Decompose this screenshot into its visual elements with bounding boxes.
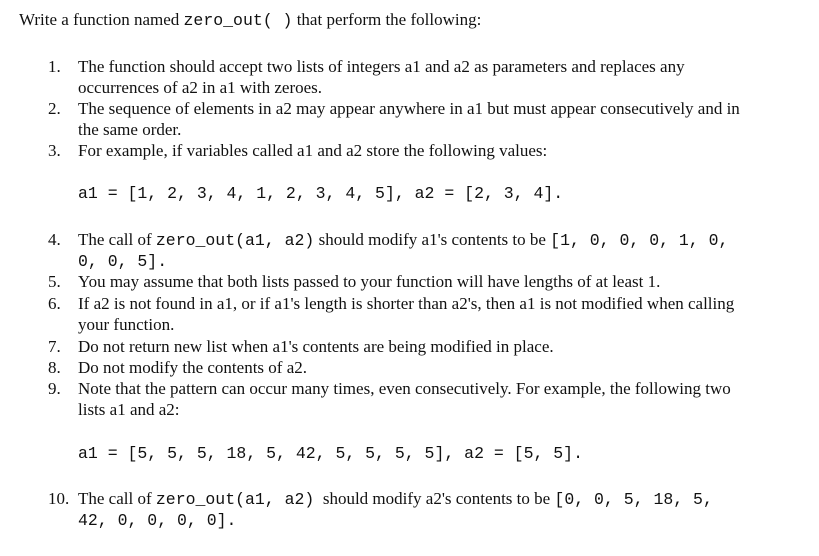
intro-function-name: zero_out( ) bbox=[183, 11, 293, 30]
list-number: 2. bbox=[48, 99, 61, 118]
list-item-text bbox=[78, 141, 803, 162]
inline-code: 0, 0, 5]. bbox=[78, 251, 168, 271]
text-line: Do not return new list when a1's contents are being modified in place. bbox=[78, 337, 554, 356]
intro-text-before: Write a function named bbox=[19, 10, 184, 29]
text-line: The sequence of elements in a2 may appear anywhere in a1 but must appear consecutively and in bbox=[78, 99, 740, 118]
inline-code: 42, 0, 0, 0, 0]. bbox=[78, 510, 237, 530]
intro-text-after: that perform the following: bbox=[292, 10, 482, 29]
code-example-1: a1 = [1, 2, 3, 4, 1, 2, 3, 4, 5], a2 = [2, 3, 4]. bbox=[78, 184, 564, 203]
list-item-text bbox=[78, 489, 803, 531]
text-segment: should modify a1's contents to be bbox=[314, 230, 551, 249]
list-item-text bbox=[78, 294, 803, 335]
list-number: 10. bbox=[48, 489, 70, 508]
list-item-text bbox=[78, 99, 803, 140]
intro-line bbox=[19, 10, 481, 31]
text-segment: The call of bbox=[78, 230, 156, 249]
list-item-text bbox=[78, 230, 803, 272]
text-line: The function should accept two lists of integers a1 and a2 as parameters and replaces any bbox=[78, 57, 685, 76]
list-number: 1. bbox=[48, 57, 61, 76]
list-item-text bbox=[78, 358, 803, 379]
text-segment: The call of bbox=[78, 489, 156, 508]
text-line: occurrences of a2 in a1 with zeroes. bbox=[78, 77, 323, 97]
text-line: For example, if variables called a1 and a2 store the following values: bbox=[78, 141, 548, 160]
inline-code: [1, 0, 0, 0, 1, 0, bbox=[550, 231, 729, 250]
inline-code: [0, 0, 5, 18, 5, bbox=[554, 490, 713, 509]
text-line: lists a1 and a2: bbox=[78, 399, 180, 419]
list-number: 8. bbox=[48, 358, 61, 377]
list-number: 3. bbox=[48, 141, 61, 160]
list-number: 6. bbox=[48, 294, 61, 313]
list-item-text bbox=[78, 337, 803, 358]
list-number: 4. bbox=[48, 230, 61, 249]
text-line: the same order. bbox=[78, 119, 182, 139]
list-number: 9. bbox=[48, 379, 61, 398]
text-line: If a2 is not found in a1, or if a1's length is shorter than a2's, then a1 is not modified when calling bbox=[78, 294, 735, 313]
list-number: 7. bbox=[48, 337, 61, 356]
list-item-text bbox=[78, 272, 803, 293]
text-line: You may assume that both lists passed to your function will have lengths of at least 1. bbox=[78, 272, 661, 291]
code-example-2: a1 = [5, 5, 5, 18, 5, 42, 5, 5, 5, 5], a2 = [5, 5]. bbox=[78, 444, 583, 463]
list-item-text bbox=[78, 379, 803, 420]
text-segment: should modify a2's contents to be bbox=[314, 489, 555, 508]
inline-code: zero_out(a1, a2) bbox=[155, 490, 315, 509]
list-item-text bbox=[78, 57, 803, 98]
text-line: your function. bbox=[78, 314, 175, 334]
inline-code: zero_out(a1, a2) bbox=[155, 231, 315, 250]
list-number: 5. bbox=[48, 272, 61, 291]
text-line: Do not modify the contents of a2. bbox=[78, 358, 307, 377]
text-line: Note that the pattern can occur many times, even consecutively. For example, the following two bbox=[78, 379, 731, 398]
